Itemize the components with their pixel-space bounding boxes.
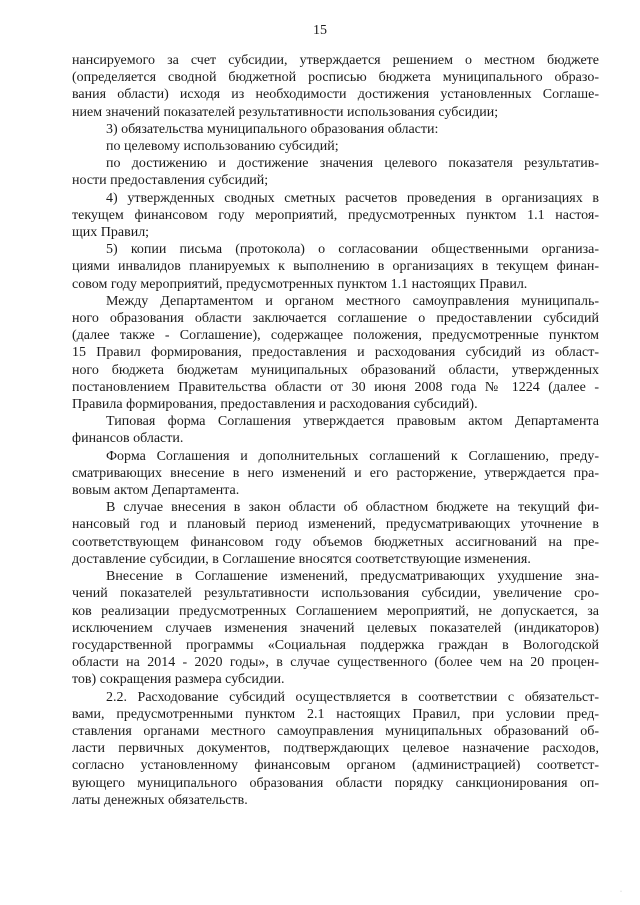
text-line: доставление субсидии, в Соглашение вносятся соответствующие изменения. bbox=[72, 551, 531, 567]
text-line: Внесение в Соглашение изменений, предусматривающих ухудшение зна- bbox=[106, 569, 599, 585]
paragraph bbox=[72, 448, 599, 500]
paragraph bbox=[72, 689, 599, 809]
text-line: вания области) исходя из необходимости достижения установленных Соглаше- bbox=[72, 87, 599, 103]
text-line: Правила формирования, предоставления и расходования субсидий). bbox=[72, 397, 478, 413]
text-line: Форма Соглашения и дополнительных соглашений к Соглашению, преду- bbox=[106, 448, 599, 464]
text-line: чений показателей результативности использования субсидии, увеличение сро- bbox=[72, 586, 599, 602]
text-line: В случае внесения в закон области об областном бюджете на текущий фи- bbox=[106, 500, 599, 516]
text-line: Между Департаментом и органом местного самоуправления муниципаль- bbox=[106, 293, 599, 309]
text-line: ности предоставления субсидий; bbox=[72, 173, 269, 189]
text-line: 3) обязательства муниципального образования области: bbox=[106, 121, 439, 137]
paragraph bbox=[72, 155, 599, 189]
text-line: вующего муниципального образования области порядку санкционирования оп- bbox=[72, 775, 599, 791]
text-line: нансовый год и плановый период изменений, предусматривающих уточнение в bbox=[72, 517, 599, 533]
text-line: по целевому использованию субсидий; bbox=[106, 139, 339, 155]
text-line: щих Правил; bbox=[72, 225, 150, 241]
paragraph bbox=[72, 190, 599, 242]
text-line: ставления органами местного самоуправления муниципальных образований об- bbox=[72, 723, 599, 739]
paragraph bbox=[72, 52, 599, 121]
text-line: по достижению и достижение значения целевого показателя результатив- bbox=[106, 156, 599, 172]
text-line: 5) копии письма (протокола) о согласовании общественными организа- bbox=[106, 242, 599, 258]
text-line: нансируемого за счет субсидии, утверждается решением о местном бюджете bbox=[72, 53, 599, 68]
text-line: ного образования области заключается соглашение о предоставлении субсидий bbox=[72, 311, 599, 327]
text-line: ласти первичных документов, подтверждающих целевое назначение расходов, bbox=[72, 741, 599, 757]
page-number: 15 bbox=[313, 23, 327, 38]
document-body bbox=[72, 52, 599, 809]
text-line: вами, предусмотренными пунктом 2.1 настоящих Правил, при условии пред- bbox=[72, 706, 599, 722]
paragraph bbox=[72, 138, 599, 155]
text-line: исключением случаев изменения значений целевых показателей (индикаторов) bbox=[72, 620, 599, 636]
text-line: финансов области. bbox=[72, 431, 184, 447]
text-line: циями инвалидов планируемых к выполнению в организациях в текущем финан- bbox=[72, 259, 599, 275]
text-line: Типовая форма Соглашения утверждается правовым актом Департамента bbox=[106, 414, 599, 430]
paragraph bbox=[72, 499, 599, 568]
text-line: согласно установленному финансовым органом (администрацией) соответст- bbox=[72, 758, 599, 774]
text-line: государственной программы «Социальная поддержка граждан в Вологодской bbox=[72, 637, 599, 653]
text-line: 15 Правил формирования, предоставления и расходования субсидий из област- bbox=[72, 345, 599, 361]
text-line: тов) сокращения размера субсидии. bbox=[72, 672, 285, 688]
paragraph bbox=[72, 293, 599, 413]
text-line: постановлением Правительства области от 30 июня 2008 года № 1224 (далее - bbox=[72, 379, 599, 395]
text-line: 4) утвержденных сводных сметных расчетов проведения в организациях в bbox=[106, 190, 599, 206]
text-line: нием значений показателей результативности использования субсидии; bbox=[72, 104, 499, 120]
text-line: (далее также - Соглашение), содержащее положения, предусмотренные пунктом bbox=[72, 328, 599, 344]
text-line: ного бюджета бюджетам муниципальных образований области, утвержденных bbox=[72, 362, 599, 378]
text-line: сматривающих внесение в него изменений и его расторжение, утверждается пра- bbox=[72, 465, 599, 481]
text-line: 2.2. Расходование субсидий осуществляется в соответствии с обязательст- bbox=[106, 689, 599, 705]
paragraph bbox=[72, 568, 599, 688]
text-line: ков реализации предусмотренных Соглашением мероприятий, не допускается, за bbox=[72, 603, 599, 619]
text-line: соответствующем финансовом году объемов бюджетных ассигнований на пре- bbox=[72, 534, 599, 550]
paragraph bbox=[72, 241, 599, 293]
paragraph bbox=[72, 121, 599, 138]
paragraph bbox=[72, 413, 599, 447]
text-line: совом году мероприятий, предусмотренных пунктом 1.1 настоящих Правил. bbox=[72, 276, 528, 292]
text-line: области на 2014 - 2020 годы», в случае существенного (более чем на 20 процен- bbox=[72, 655, 599, 671]
text-line: латы денежных обязательств. bbox=[72, 792, 248, 808]
text-line: (определяется сводной бюджетной росписью бюджета муниципального образо- bbox=[72, 70, 599, 86]
scan-mark: · bbox=[620, 889, 622, 895]
text-line: текущем финансовом году мероприятий, предусмотренных пунктом 1.1 настоя- bbox=[72, 207, 599, 223]
text-line: вовым актом Департамента. bbox=[72, 483, 240, 499]
